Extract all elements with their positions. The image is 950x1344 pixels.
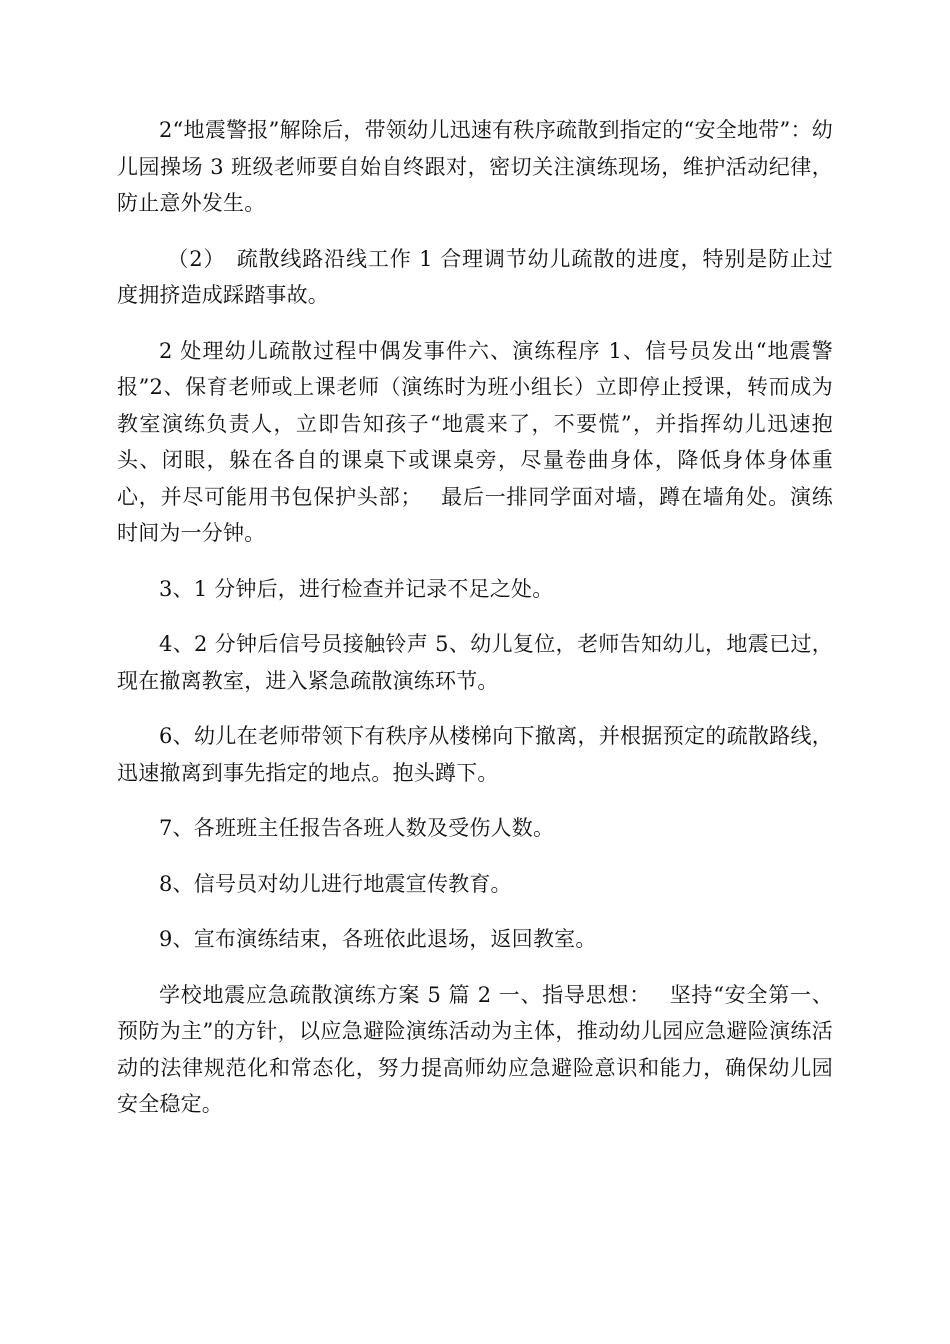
document-body — [117, 112, 833, 1142]
paragraph: 4、2 分钟后信号员接触铃声 5、幼儿复位，老师告知幼儿，地震已过，现在撤离教室，进入紧急疏散演练环节。 — [117, 632, 833, 693]
paragraph: 6、幼儿在老师带领下有秩序从楼梯向下撤离，并根据预定的疏散路线，迅速撤离到事先指定的地点。抱头蹲下。 — [117, 724, 833, 785]
paragraph: 8、信号员对幼儿进行地震宣传教育。 — [159, 871, 512, 896]
paragraph: 学校地震应急疏散演练方案 5 篇 2 一、指导思想： 坚持“安全第一、预防为主”的方针，以应急避险演练活动为主体，推动幼儿园应急避险演练活动的法律规范化和常态化，努力提高师幼应急避险意识和能力，确保幼儿园安全稳定。 — [117, 982, 833, 1116]
paragraph: 2 处理幼儿疏散过程中偶发事件六、演练程序 1、信号员发出“地震警报”2、保育老师或上课老师（演练时为班小组长）立即停止授课，转而成为教室演练负责人，立即告知孩子“地震来了，不要慌”，并指挥幼儿迅速抱头、闭眼，躲在各自的课桌下或课桌旁，尽量卷曲身体，降低身体身体重心，并尽可能用书包保护头部； 最后一排同学面对墙，蹲在墙角处。演练时间为一分钟。 — [117, 338, 833, 545]
paragraph: 2“地震警报”解除后，带领幼儿迅速有秩序疏散到指定的“安全地带”：幼儿园操场 3 班级老师要自始自终跟对，密切关注演练现场，维护活动纪律，防止意外发生。 — [117, 118, 833, 215]
paragraph: 7、各班班主任报告各班人数及受伤人数。 — [159, 816, 555, 840]
paragraph: （2） 疏散线路沿线工作 1 合理调节幼儿疏散的进度，特别是防止过度拥挤造成踩踏事故。 — [117, 246, 833, 307]
paragraph: 9、宣布演练结束，各班依此退场，返回教室。 — [159, 927, 597, 951]
paragraph: 3、1 分钟后，进行检查并记录不足之处。 — [159, 576, 554, 601]
